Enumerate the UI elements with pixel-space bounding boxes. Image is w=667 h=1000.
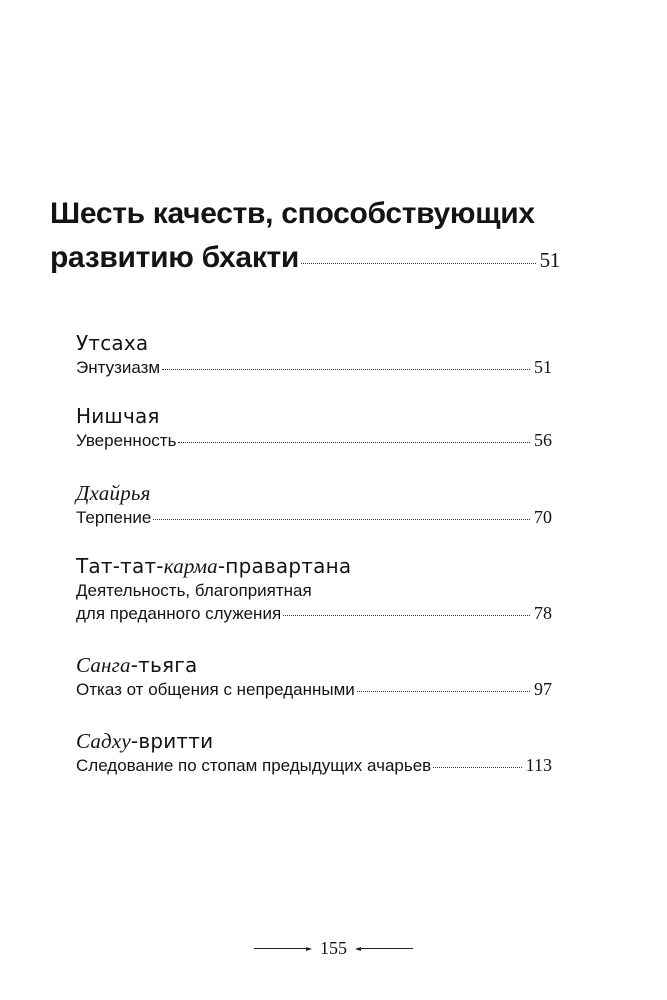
chapter-heading [50, 192, 560, 282]
dot-leader [162, 369, 530, 370]
dot-leader [301, 263, 536, 264]
chapter-page-number: 51 [539, 248, 560, 272]
dot-leader [433, 767, 521, 768]
entry-subtitle: для преданного служения [76, 604, 282, 623]
entry-title [76, 480, 552, 506]
folio-rule-left [254, 948, 310, 949]
entry-title [76, 403, 552, 429]
entry-subtitle-row [76, 506, 552, 529]
entry-subtitle: Терпение [76, 508, 152, 527]
entry-subtitle-row [76, 754, 552, 777]
entry-title-italic: Санга [76, 653, 131, 677]
entry-subtitle-line-1: Деятельность, благоприятная [76, 581, 312, 600]
entry-subtitle: Отказ от общения с непреданными [76, 680, 355, 699]
entry-page-number: 56 [534, 430, 552, 450]
entry-title-italic: Садху [76, 729, 131, 753]
entry-title [76, 728, 552, 754]
entry-title-italic: карма [163, 554, 218, 578]
entry-title-text-after: -правартана [217, 554, 352, 578]
entry-page-number: 113 [525, 755, 552, 775]
entry-title-text: Тат-тат- [76, 554, 164, 578]
toc-entry-tat-tat-karma-pravartana [76, 553, 552, 625]
entry-subtitle-row [76, 602, 552, 625]
entry-title-text: Утсаха [76, 331, 149, 355]
entry-title [76, 652, 552, 678]
entry-title-text-after: -вритти [130, 729, 214, 753]
entry-subtitle: Следование по стопам предыдущих ачарьев [76, 756, 432, 775]
dot-leader [357, 691, 530, 692]
entry-page-number: 51 [534, 357, 552, 377]
entry-subtitle-row [76, 678, 552, 701]
chapter-title-line-1: Шесть качеств, способствующих [50, 197, 535, 230]
dot-leader [283, 615, 530, 616]
entry-page-number: 70 [534, 507, 552, 527]
entry-title [76, 330, 552, 356]
entry-page-number: 97 [534, 679, 552, 699]
entry-subtitle-row [76, 429, 552, 452]
toc-entry-utsaha [76, 330, 552, 379]
entry-title [76, 553, 552, 579]
entry-subtitle-row [76, 356, 552, 379]
page-footer [0, 938, 667, 959]
entry-title-text: Нишчая [76, 404, 160, 428]
toc-entry-sanga-tyaga [76, 652, 552, 701]
toc-entry-dhairya [76, 480, 552, 529]
page-number: 155 [320, 938, 347, 958]
chapter-title-line-2: развитию бхакти [50, 241, 300, 274]
toc-entry-nishchaya [76, 403, 552, 452]
entry-page-number: 78 [534, 603, 552, 623]
entry-title-italic: Дхайрья [76, 481, 151, 505]
folio-rule-right [357, 948, 413, 949]
dot-leader [153, 519, 530, 520]
entry-subtitle: Уверенность [76, 431, 177, 450]
entry-title-text-after: -тьяга [130, 653, 198, 677]
chapter-title-row [50, 236, 560, 282]
entry-subtitle: Энтузиазм [76, 358, 161, 377]
toc-entry-sadhu-vritti [76, 728, 552, 777]
dot-leader [178, 442, 530, 443]
